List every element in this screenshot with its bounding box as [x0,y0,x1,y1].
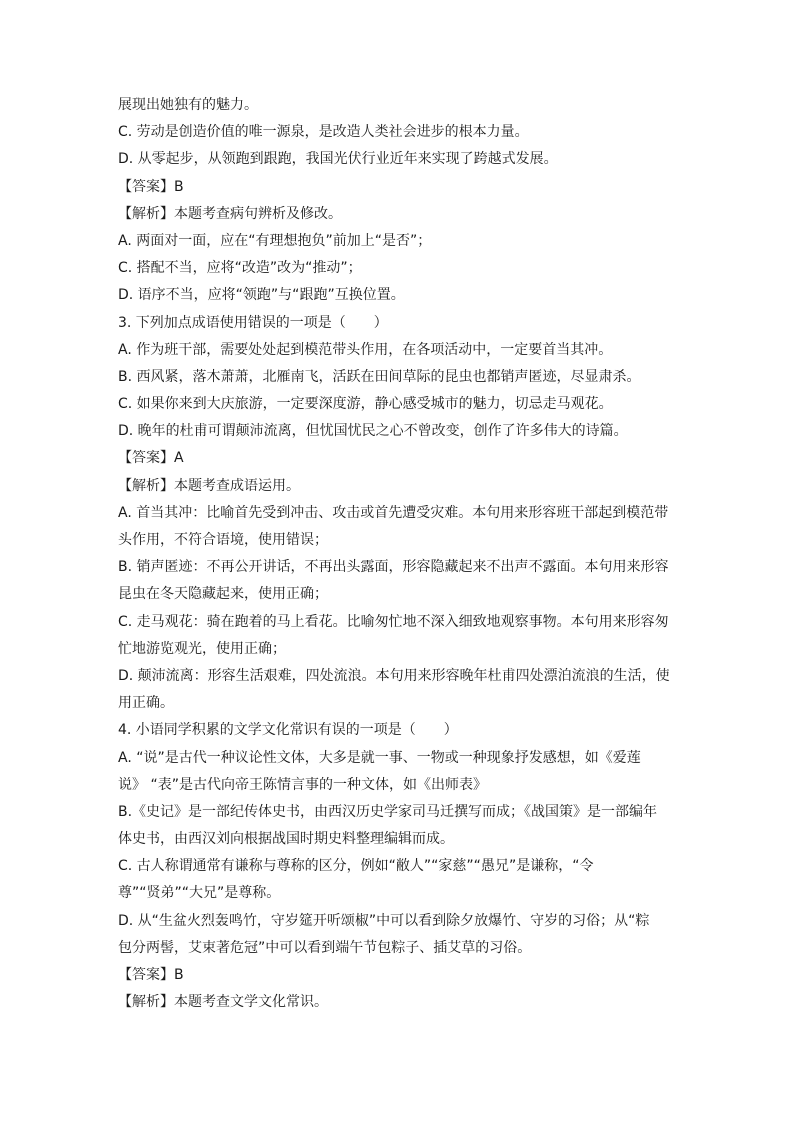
answer-line: 【答案】B [118,967,184,983]
question-4-option-a-cont: 说》 “表”是古代向帝王陈情言事的一种文体，如《出师表》 [118,776,487,793]
question-3-option-b: B. 西风紧，落木萧萧，北雁南飞，活跃在田间草际的昆虫也都销声匿迹，尽显肃杀。 [118,368,641,385]
option-d-line: D. 从零起步，从领跑到跟跑，我国光伏行业近年来实现了跨越式发展。 [118,151,558,168]
analysis-detail-line: 忙地游览观光，使用正确； [118,640,286,657]
question-4-option-a: A. “说”是古代一种议论性文体，大多是就一事、一物或一种现象抒发感想，如《爱莲 [118,749,641,766]
question-4-option-d-cont: 包分两髻，艾束著危冠”中可以看到端午节包粽子、插艾草的习俗。 [118,939,532,956]
analysis-line: 【解析】本题考查文学文化常识。 [118,994,328,1011]
analysis-detail-line: A. 两面对一面，应在“有理想抱负”前加上“是否”； [118,232,432,249]
analysis-detail-line: D. 颠沛流离：形容生活艰难，四处流浪。本句用来形容晚年杜甫四处漂泊流浪的生活，使 [118,667,670,684]
analysis-detail-line: 昆虫在冬天隐藏起来，使用正确； [118,586,328,603]
answer-line: 【答案】B [118,178,184,195]
analysis-detail-line: A. 首当其冲：比喻首先受到冲击、攻击或首先遭受灾难。本句用来形容班干部起到模范带 [118,504,669,521]
analysis-detail-line: 用正确。 [118,695,174,712]
question-4-option-b: B.《史记》是一部纪传体史书，由西汉历史学家司马迁撰写而成；《战国策》是一部编年 [118,803,658,820]
text-line: 展现出她独有的魅力。 [118,97,258,113]
question-4-stem: 4. 小语同学积累的文学文化常识有误的一项是（ ） [118,722,458,739]
question-4-option-b-cont: 体史书，由西汉刘向根据战国时期史料整理编辑而成。 [118,831,454,848]
analysis-line: 【解析】本题考查病句辨析及修改。 [118,205,342,222]
question-3-option-d: D. 晚年的杜甫可谓颠沛流离，但忧国忧民之心不曾改变，创作了许多伟大的诗篇。 [118,423,628,440]
analysis-detail-line: 头作用，不符合语境，使用错误； [118,532,328,548]
analysis-detail-line: D. 语序不当，应将“领跑”与“跟跑”互换位置。 [118,287,405,304]
question-3-option-a: A. 作为班干部，需要处处起到模范带头作用，在各项活动中，一定要首当其冲。 [118,341,613,358]
answer-line: 【答案】A [118,450,184,467]
analysis-line: 【解析】本题考查成语运用。 [118,477,300,494]
question-4-option-c: C. 古人称谓通常有谦称与尊称的区分，例如“敝人”“家慈”“愚兄”是谦称，“令 [118,858,594,875]
question-3-option-c: C. 如果你来到大庆旅游，一定要深度游，静心感受城市的魅力，切忌走马观花。 [118,396,613,413]
option-c-line: C. 劳动是创造价值的唯一源泉，是改造人类社会进步的根本力量。 [118,124,529,141]
analysis-detail-line: B. 销声匿迹：不再公开讲话，不再出头露面，形容隐藏起来不出声不露面。本句用来形容 [118,559,669,576]
analysis-detail-line: C. 走马观花：骑在跑着的马上看花。比喻匆忙地不深入细致地观察事物。本句用来形容匆 [118,613,669,630]
question-4-option-c-cont: 尊”“贤弟”“大兄”是尊称。 [118,885,281,902]
question-4-option-d: D. 从“生盆火烈轰鸣竹，守岁筵开听颂椒”中可以看到除夕放爆竹、守岁的习俗；从“粽 [118,912,650,929]
analysis-detail-line: C. 搭配不当，应将“改造”改为“推动”； [118,260,362,277]
question-3-stem: 3. 下列加点成语使用错误的一项是（ ） [118,314,388,331]
document-body [118,92,678,1016]
